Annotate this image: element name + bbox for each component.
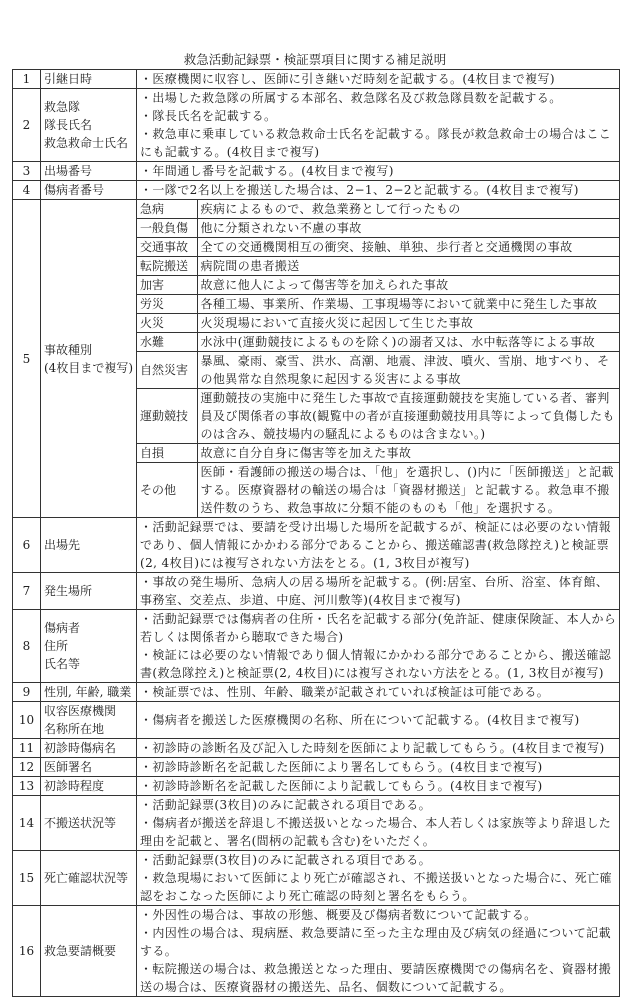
accident-type-label: 一般負傷 bbox=[137, 219, 197, 238]
item-name-line: 傷病者番号 bbox=[44, 183, 105, 197]
row-number: 2 bbox=[13, 89, 41, 162]
accident-type-label: 自損 bbox=[137, 444, 197, 463]
item-description bbox=[137, 162, 620, 181]
item-name-line: 救急救命士氏名 bbox=[44, 136, 129, 150]
row-number: 11 bbox=[13, 739, 41, 758]
description-line: ・初診時診断名を記載した医師により記載してもらう。(4枚目まで複写) bbox=[140, 779, 543, 793]
table-row bbox=[13, 796, 620, 851]
item-name bbox=[41, 518, 137, 573]
accident-type-desc: 水泳中(運動競技によるものを除く)の溺者又は、水中転落等による事故 bbox=[197, 333, 619, 352]
item-description bbox=[137, 851, 620, 906]
description-line: ・年間通し番号を記載する。(4枚目まで複写) bbox=[140, 164, 394, 178]
accident-type-desc: 各種工場、事業所、作業場、工事現場等において就業中に発生した事故 bbox=[197, 295, 619, 314]
accident-type-desc: 全ての交通機関相互の衝突、接触、単独、歩行者と交通機関の事故 bbox=[197, 238, 619, 257]
row-number: 13 bbox=[13, 777, 41, 796]
table-row bbox=[13, 683, 620, 702]
description-line: ・活動記録票(3枚目)のみに記載される項目である。 bbox=[140, 853, 431, 867]
item-name-line: 隊長氏名 bbox=[44, 118, 93, 132]
description-line: ・活動記録票(3枚目)のみに記載される項目である。 bbox=[140, 798, 431, 812]
description-line: ・初診時診断名を記載した医師により署名してもらう。(4枚目まで複写) bbox=[140, 760, 543, 774]
item-description bbox=[137, 683, 620, 702]
accident-type-label: 加害 bbox=[137, 276, 197, 295]
description-line: ・医療機関に収容し、医師に引き継いだ時刻を記載する。(4枚目まで複写) bbox=[140, 72, 556, 86]
item-name-line: 発生場所 bbox=[44, 584, 93, 598]
accident-type-row bbox=[137, 314, 619, 333]
description-line: ・救急現場において医師により死亡が確認され、不搬送扱いとなった場合に、死亡確認をおこなった医師により死亡確認の時刻と署名をもらう。 bbox=[140, 871, 612, 903]
item-name bbox=[41, 702, 137, 739]
row-number: 12 bbox=[13, 758, 41, 777]
item-name-line: 名称所在地 bbox=[44, 722, 105, 736]
table-row bbox=[13, 739, 620, 758]
accident-type-label: 水難 bbox=[137, 333, 197, 352]
table-row bbox=[13, 758, 620, 777]
row-number: 15 bbox=[13, 851, 41, 906]
item-name bbox=[41, 200, 137, 518]
accident-type-label: 急病 bbox=[137, 200, 197, 219]
item-name-line: 氏名等 bbox=[44, 657, 81, 671]
description-line: ・検証には必要のない情報であり個人情報にかかわる部分であることから、搬送確認書(救急隊控え)と検証票(2, 4枚目)には複写されない方法をとる。(1, 3枚目が複写) bbox=[140, 648, 612, 680]
item-description bbox=[137, 796, 620, 851]
table-row bbox=[13, 162, 620, 181]
accident-type-label: その他 bbox=[137, 463, 197, 518]
row-number: 14 bbox=[13, 796, 41, 851]
accident-type-desc: 暴風、豪雨、豪雪、洪水、高潮、地震、津波、噴火、雪崩、地すべり、その他異常な自然現象に起因する災害による事故 bbox=[197, 352, 619, 389]
item-name bbox=[41, 162, 137, 181]
accident-type-label: 火災 bbox=[137, 314, 197, 333]
table-row bbox=[13, 610, 620, 683]
accident-type-row bbox=[137, 257, 619, 276]
item-name-line: (4枚目まで複写) bbox=[44, 360, 133, 375]
row-number: 8 bbox=[13, 610, 41, 683]
accident-type-row bbox=[137, 352, 619, 389]
accident-type-label: 交通事故 bbox=[137, 238, 197, 257]
item-name bbox=[41, 89, 137, 162]
accident-type-label: 労災 bbox=[137, 295, 197, 314]
item-name-line: 出場番号 bbox=[44, 164, 93, 178]
accident-type-desc: 疾病によるもので、救急業務として行ったもの bbox=[197, 200, 619, 219]
item-name-line: 性別, 年齢, 職業 bbox=[44, 685, 132, 699]
item-name-line: 出場先 bbox=[44, 538, 81, 552]
accident-type-row bbox=[137, 200, 619, 219]
item-name bbox=[41, 758, 137, 777]
item-name-line: 初診時程度 bbox=[44, 779, 105, 793]
item-name-line: 初診時傷病名 bbox=[44, 741, 117, 755]
accident-type-desc: 運動競技の実施中に発生した事故で直接運動競技を実施している者、審判員及び関係者の事故(観覧中の者が直接運動競技用具等によって負傷したものは含み、競技場内の騒乱によるものは含まない。) bbox=[197, 389, 619, 444]
item-name-line: 医師署名 bbox=[44, 760, 93, 774]
item-name bbox=[41, 739, 137, 758]
accident-type-label: 転院搬送 bbox=[137, 257, 197, 276]
item-description bbox=[137, 777, 620, 796]
item-name-line: 引継日時 bbox=[44, 72, 93, 86]
item-name-line: 事故種別 bbox=[44, 342, 93, 357]
description-line: ・傷病者を搬送した医療機関の名称、所在について記載する。(4枚目まで複写) bbox=[140, 713, 580, 727]
item-name-line: 傷病者 bbox=[44, 621, 81, 635]
accident-type-table bbox=[137, 200, 619, 517]
description-line: ・救急車に乗車している救急救命士氏名を記載する。隊長が救急救命士の場合はここにも記載する。(4枚目まで複写) bbox=[140, 127, 612, 159]
row-number: 7 bbox=[13, 573, 41, 610]
item-name bbox=[41, 181, 137, 200]
item-name-line: 収容医療機関 bbox=[44, 704, 117, 718]
item-name-line: 住所 bbox=[44, 639, 69, 653]
description-line: ・活動記録票では傷病者の住所・氏名を記載する部分(免許証、健康保険証、本人から若しくは関係者から聴取できた場合) bbox=[140, 612, 617, 644]
item-description bbox=[137, 518, 620, 573]
explanation-table bbox=[12, 69, 620, 997]
table-row bbox=[13, 200, 620, 518]
accident-type-label: 自然災害 bbox=[137, 352, 197, 389]
accident-type-label: 運動競技 bbox=[137, 389, 197, 444]
description-line: ・検証票では、性別、年齢、職業が記載されていれば検証は可能である。 bbox=[140, 685, 550, 699]
item-description bbox=[137, 573, 620, 610]
description-line: ・一隊で2名以上を搬送した場合は、2−1、2−2と記載する。(4枚目まで複写) bbox=[140, 183, 579, 197]
item-description bbox=[137, 702, 620, 739]
row-number: 10 bbox=[13, 702, 41, 739]
description-line: ・転院搬送の場合は、救急搬送となった理由、要請医療機関での傷病名を、資器材搬送の場合は、医療資器材の搬送先、品名、個数について記載する。 bbox=[140, 962, 612, 994]
accident-type-desc: 病院間の患者搬送 bbox=[197, 257, 619, 276]
description-line: ・初診時の診断名及び記入した時刻を医師により記載してもらう。(4枚目まで複写) bbox=[140, 741, 605, 755]
accident-type-cell bbox=[137, 200, 620, 518]
row-number: 3 bbox=[13, 162, 41, 181]
item-description bbox=[137, 70, 620, 89]
table-row bbox=[13, 851, 620, 906]
description-line: ・傷病者が搬送を辞退し不搬送扱いとなった場合、本人若しくは家族等より辞退した理由を記載と、署名(間柄の記載も含む)をいただく。 bbox=[140, 816, 612, 848]
item-description bbox=[137, 610, 620, 683]
item-description bbox=[137, 906, 620, 997]
accident-type-desc: 医師・看護師の搬送の場合は、「他」を選択し、()内に「医師搬送」と記載する。医療資器材の輸送の場合は「資器材搬送」と記載する。救急車不搬送件数のうち、救急事故に分類不能のものも「他」を選択する。 bbox=[197, 463, 619, 518]
row-number: 4 bbox=[13, 181, 41, 200]
item-name-line: 不搬送状況等 bbox=[44, 816, 117, 830]
row-number: 16 bbox=[13, 906, 41, 997]
accident-type-row bbox=[137, 463, 619, 518]
item-name bbox=[41, 610, 137, 683]
row-number: 6 bbox=[13, 518, 41, 573]
accident-type-row bbox=[137, 219, 619, 238]
item-name bbox=[41, 777, 137, 796]
accident-type-desc: 故意に他人によって傷害等を加えられた事故 bbox=[197, 276, 619, 295]
description-line: ・外因性の場合は、事故の形態、概要及び傷病者数について記載する。 bbox=[140, 908, 537, 922]
item-description bbox=[137, 181, 620, 200]
row-number: 5 bbox=[13, 200, 41, 518]
table-row bbox=[13, 573, 620, 610]
accident-type-desc: 故意に自分自身に傷害等を加えた事故 bbox=[197, 444, 619, 463]
item-description bbox=[137, 758, 620, 777]
accident-type-desc: 火災現場において直接火災に起因して生じた事故 bbox=[197, 314, 619, 333]
row-number: 1 bbox=[13, 70, 41, 89]
accident-type-desc: 他に分類されない不慮の事故 bbox=[197, 219, 619, 238]
accident-type-row bbox=[137, 295, 619, 314]
table-row bbox=[13, 89, 620, 162]
description-line: ・内因性の場合は、現病歴、救急要請に至った主な理由及び病気の経過について記載する。 bbox=[140, 926, 611, 958]
table-row bbox=[13, 181, 620, 200]
table-row bbox=[13, 777, 620, 796]
item-name bbox=[41, 851, 137, 906]
accident-type-row bbox=[137, 444, 619, 463]
description-line: ・事故の発生場所、急病人の居る場所を記載する。(例:居室、台所、浴室、体育館、事務室、交差点、歩道、中庭、河川敷等)(4枚目まで複写) bbox=[140, 575, 609, 607]
accident-type-row bbox=[137, 238, 619, 257]
item-description bbox=[137, 89, 620, 162]
row-number: 9 bbox=[13, 683, 41, 702]
item-name-line: 死亡確認状況等 bbox=[44, 871, 129, 885]
table-row bbox=[13, 70, 620, 89]
accident-type-row bbox=[137, 276, 619, 295]
item-name bbox=[41, 683, 137, 702]
table-row bbox=[13, 702, 620, 739]
description-line: ・隊長氏名を記載する。 bbox=[140, 109, 277, 123]
table-row bbox=[13, 518, 620, 573]
accident-type-row bbox=[137, 389, 619, 444]
description-line: ・活動記録票では、要請を受け出場した場所を記載するが、検証には必要のない情報であり、個人情報にかかわる部分であることから、搬送確認書(救急隊控え)と検証票(2, 4枚目)には複写されない方法をとる。(1, 3枚目が複写) bbox=[140, 520, 612, 570]
item-name bbox=[41, 906, 137, 997]
document-title: 救急活動記録票・検証票項目に関する補足説明 bbox=[183, 52, 447, 67]
description-line: ・出場した救急隊の所属する本部名、救急隊名及び救急隊員数を記載する。 bbox=[140, 91, 562, 105]
table-row bbox=[13, 906, 620, 997]
item-name bbox=[41, 70, 137, 89]
item-description bbox=[137, 739, 620, 758]
item-name-line: 救急要請概要 bbox=[44, 944, 117, 958]
accident-type-row bbox=[137, 333, 619, 352]
item-name bbox=[41, 573, 137, 610]
item-name-line: 救急隊 bbox=[44, 100, 81, 114]
item-name bbox=[41, 796, 137, 851]
